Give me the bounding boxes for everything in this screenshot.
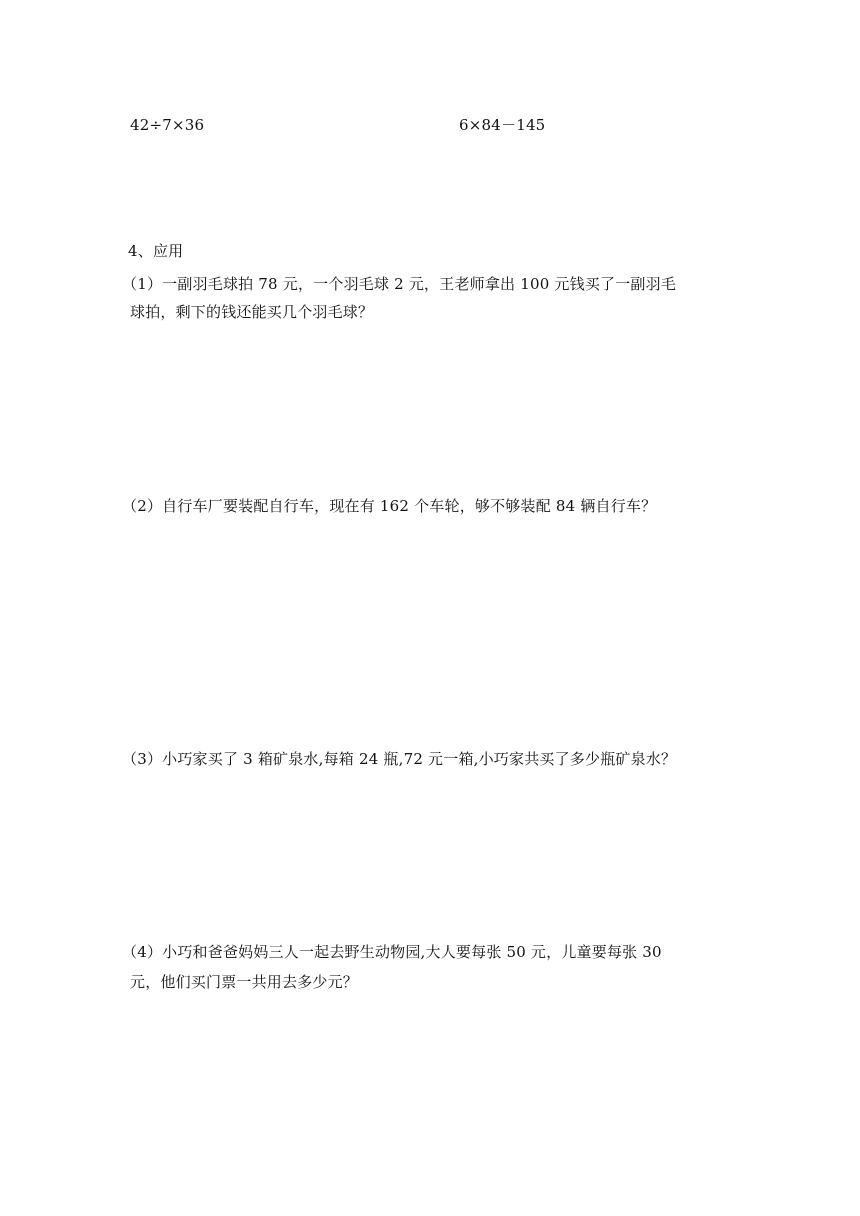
question-2: （2）自行车厂要装配自行车，现在有 162 个车轮，够不够装配 84 辆自行车？ xyxy=(122,497,657,515)
expression-left: 42÷7×36 xyxy=(130,116,205,134)
expression-right: 6×84－145 xyxy=(459,116,546,134)
section-heading: 4、应用 xyxy=(128,242,184,260)
question-4-line-2: 元，他们买门票一共用去多少元？ xyxy=(130,973,359,991)
question-3: （3）小巧家买了 3 箱矿泉水,每箱 24 瓶,72 元一箱,小巧家共买了多少瓶矿泉水？ xyxy=(122,750,677,768)
question-1-line-1: （1）一副羽毛球拍 78 元，一个羽毛球 2 元，王老师拿出 100 元钱买了一副羽毛 xyxy=(122,275,677,293)
question-1-line-2: 球拍，剩下的钱还能买几个羽毛球？ xyxy=(130,303,374,321)
question-4-line-1: （4）小巧和爸爸妈妈三人一起去野生动物园,大人要每张 50 元，儿童要每张 30 xyxy=(122,943,662,961)
